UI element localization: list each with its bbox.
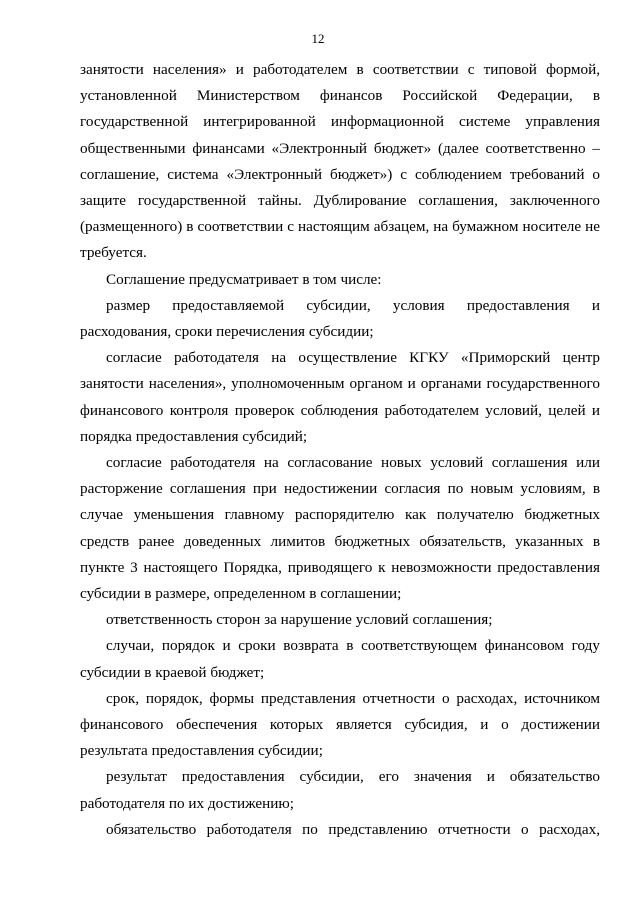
paragraph-agreement-intro: Соглашение предусматривает в том числе:: [106, 270, 382, 288]
list-item-responsibility: ответственность сторон за нарушение условий соглашения;: [106, 611, 493, 629]
list-item-refund-cases: случаи, порядок и сроки возврата в соответствующем финансовом году субсидии в краевой бюджет;: [80, 637, 600, 681]
document-body: [80, 57, 600, 843]
paragraph-continuation: занятости населения» и работодателем в соответствии с типовой формой, установленной Министерством финансов Российской Федерации, в государственной интегрированной информационной системе управления общественными финансами «Электронный бюджет» (далее соответственно – соглашение, система «Электронный бюджет») с соблюдением требований о защите государственной тайны. Дублирование соглашения, заключенного (размещенного) в соответствии с настоящим абзацем, на бумажном носителе не требуется.: [80, 61, 600, 262]
list-item-subsidy-size: размер предоставляемой субсидии, условия предоставления и расходования, сроки перечисления субсидии;: [80, 296, 600, 341]
list-item-inspection-consent: согласие работодателя на осуществление КГКУ «Приморский центр занятости населения», уполномоченным органом и органами государственного финансового контроля проверок соблюдения работодателем условий, целей и порядка предоставления субсидий;: [80, 349, 600, 445]
list-item-result-obligation: результат предоставления субсидии, его значения и обязательство работодателя по их достижению;: [80, 768, 600, 812]
page-number: 12: [311, 31, 325, 46]
list-item-new-conditions-consent: согласие работодателя на согласование новых условий соглашения или расторжение соглашения при недостижении согласия по новым условиям, в случае уменьшения главному распорядителю как получателю бюджетных средств ранее доведенных лимитов бюджетных обязательств, указанных в пункте 3 настоящего Порядка, приводящего к невозможности предоставления субсидии в размере, определенном в соглашении;: [80, 454, 600, 603]
list-item-reporting: срок, порядок, формы представления отчетности о расходах, источником финансового обеспечения которых является субсидия, и о достижении результата предоставления субсидии;: [80, 689, 600, 760]
list-item-reporting-obligation: обязательство работодателя по представлению отчетности о расходах,: [106, 820, 600, 838]
